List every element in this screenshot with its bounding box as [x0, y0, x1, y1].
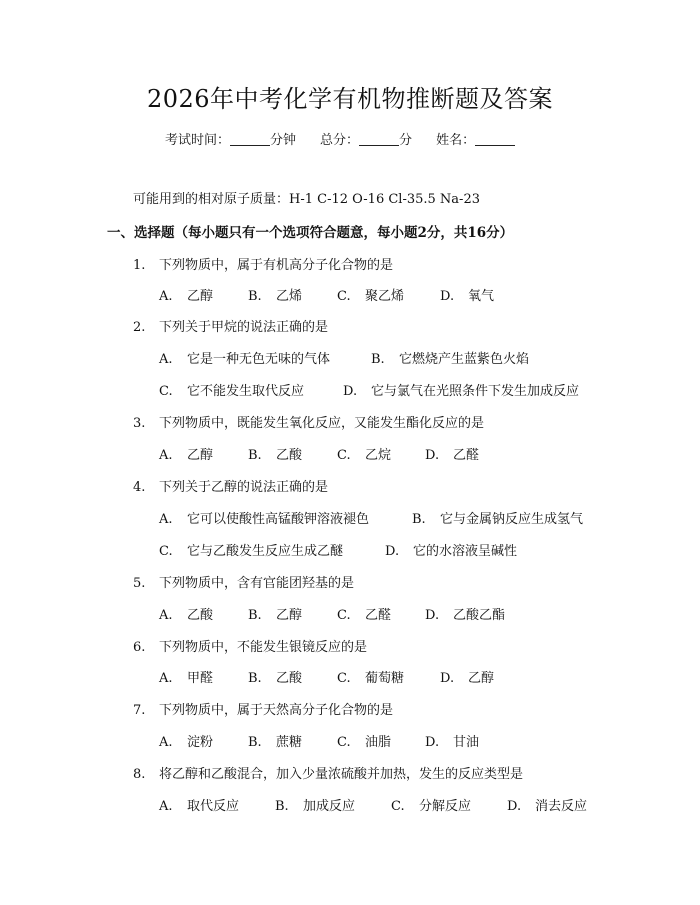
question-7	[133, 701, 393, 721]
atomic-masses: 可能用到的相对原子质量：H-1 C-12 O-16 Cl-35.5 Na-23	[133, 192, 480, 207]
score-label: 总分：	[320, 133, 360, 148]
question-6	[133, 638, 367, 658]
option-d[interactable]: D. 乙酸乙酯	[425, 608, 506, 623]
time-label: 考试时间：	[165, 133, 231, 148]
option-d[interactable]: D. 它的水溶液呈碱性	[385, 544, 518, 559]
question-text: 下列物质中，属于天然高分子化合物的是	[159, 703, 394, 718]
question-number: 1.	[133, 258, 146, 273]
question-text: 下列物质中，既能发生氧化反应，又能发生酯化反应的是	[159, 416, 485, 431]
option-d[interactable]: D. 它与氯气在光照条件下发生加成反应	[343, 384, 580, 399]
question-number: 8.	[133, 767, 146, 782]
option-a[interactable]: A. 乙醇	[159, 448, 214, 463]
option-a[interactable]: A. 淀粉	[159, 735, 214, 750]
option-c[interactable]: C. 乙烷	[337, 448, 392, 463]
question-text: 下列物质中，含有官能团羟基的是	[159, 576, 355, 591]
question-number: 7.	[133, 703, 146, 718]
question-5	[133, 574, 354, 594]
question-text: 下列物质中，不能发生银镜反应的是	[159, 640, 368, 655]
option-c[interactable]: C. 乙醛	[337, 608, 392, 623]
option-d[interactable]: D. 乙醛	[425, 448, 480, 463]
name-blank[interactable]	[475, 131, 515, 146]
question-number: 3.	[133, 416, 146, 431]
option-c[interactable]: C. 油脂	[337, 735, 392, 750]
question-text: 下列物质中，属于有机高分子化合物的是	[159, 258, 394, 273]
option-b[interactable]: B. 加成反应	[275, 799, 356, 814]
option-b[interactable]: B. 乙酸	[248, 448, 303, 463]
name-label: 姓名：	[436, 133, 476, 148]
exam-info-line	[165, 131, 515, 151]
option-b[interactable]: B. 蔗糖	[248, 735, 303, 750]
time-unit: 分钟	[270, 133, 297, 148]
option-c[interactable]: C. 分解反应	[391, 799, 472, 814]
option-c[interactable]: C. 它不能发生取代反应	[159, 384, 305, 399]
option-a[interactable]: A. 甲醛	[159, 671, 214, 686]
option-d[interactable]: D. 乙醇	[440, 671, 495, 686]
option-b[interactable]: B. 它与金属钠反应生成氢气	[412, 512, 584, 527]
option-c[interactable]: C. 葡萄糖	[337, 671, 405, 686]
option-d[interactable]: D. 消去反应	[507, 799, 588, 814]
option-a[interactable]: A. 乙醇	[159, 289, 214, 304]
option-b[interactable]: B. 乙烯	[248, 289, 303, 304]
option-a[interactable]: A. 取代反应	[159, 799, 240, 814]
question-text: 将乙醇和乙酸混合，加入少量浓硫酸并加热，发生的反应类型是	[159, 767, 524, 782]
option-d[interactable]: D. 甘油	[425, 735, 480, 750]
question-number: 4.	[133, 480, 146, 495]
section-heading-choice: 一、选择题（每小题只有一个选项符合题意，每小题2分，共16分）	[107, 225, 514, 241]
option-b[interactable]: B. 乙酸	[248, 671, 303, 686]
page-title: 2026年中考化学有机物推断题及答案	[146, 85, 554, 113]
question-2	[133, 318, 328, 338]
question-text: 下列关于乙醇的说法正确的是	[159, 480, 329, 495]
option-a[interactable]: A. 它是一种无色无味的气体	[159, 352, 331, 367]
question-number: 5.	[133, 576, 146, 591]
question-text: 下列关于甲烷的说法正确的是	[159, 320, 329, 335]
question-8	[133, 765, 523, 785]
score-unit: 分	[399, 133, 413, 148]
option-c[interactable]: C. 聚乙烯	[337, 289, 405, 304]
option-a[interactable]: A. 它可以使酸性高锰酸钾溶液褪色	[159, 512, 370, 527]
score-blank[interactable]	[359, 131, 399, 146]
option-d[interactable]: D. 氧气	[440, 289, 495, 304]
option-c[interactable]: C. 它与乙酸发生反应生成乙醚	[159, 544, 344, 559]
time-blank[interactable]	[230, 131, 270, 146]
option-b[interactable]: B. 乙醇	[248, 608, 303, 623]
question-number: 6.	[133, 640, 146, 655]
question-3	[133, 414, 484, 434]
option-a[interactable]: A. 乙酸	[159, 608, 214, 623]
question-number: 2.	[133, 320, 146, 335]
option-b[interactable]: B. 它燃烧产生蓝紫色火焰	[371, 352, 530, 367]
question-4	[133, 478, 328, 498]
question-1	[133, 256, 393, 276]
